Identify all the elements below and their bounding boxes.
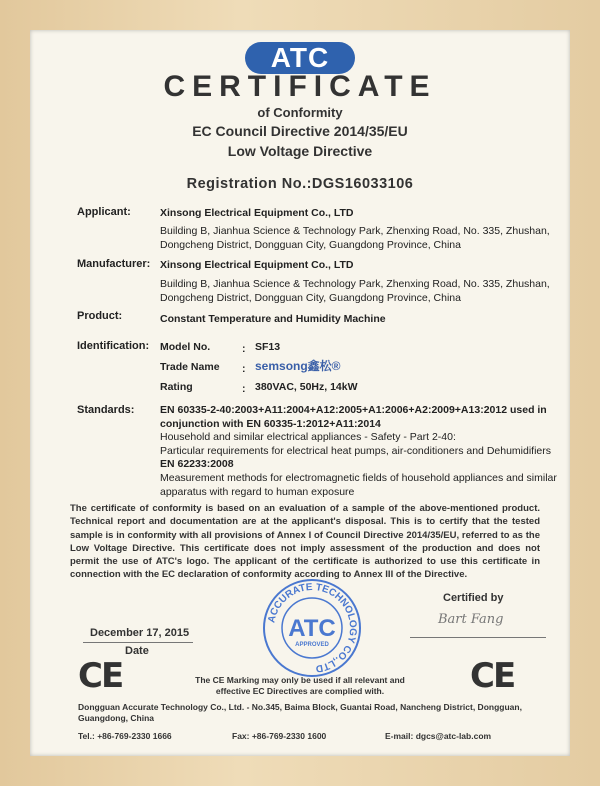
ce-note-1: The CE Marking may only be used if all relevant and	[195, 675, 405, 685]
stamp-ring-text: ACCURATE TECHNOLOGY CO.,LTD	[266, 581, 359, 674]
date-label: Date	[125, 645, 149, 657]
ce-mark-right: CE	[470, 656, 515, 696]
manufacturer-label: Manufacturer:	[77, 258, 151, 270]
certified-by-label: Certified by	[443, 592, 504, 604]
model-label: Model No.	[160, 341, 211, 353]
ce-mark-left: CE	[78, 656, 123, 696]
separator: :	[242, 343, 246, 355]
standard-line: EN 62233:2008	[160, 458, 234, 471]
atc-approval-stamp	[262, 578, 362, 678]
subtitle-directive: EC Council Directive 2014/35/EU	[192, 123, 408, 139]
issue-date: December 17, 2015	[90, 627, 190, 639]
identification-label: Identification:	[77, 340, 150, 352]
standards-label: Standards:	[77, 404, 135, 416]
trade-name-value: semsong鑫松®	[255, 359, 341, 373]
conformity-statement: The certificate of conformity is based on an evaluation of a sample of the above-mentioned product. Technical report and documentation are at the applicant's disposal. This is to certify that the tested sample is in conformity with all provisions of Annex I of Council Directive 2014/35/EU, referred to as the Low Voltage Directive. This certificate does not imply assessment of the production and does not permit the use of ATC's logo. The applicant of the certificate is authorized to use this certificate in connection with the EC declaration of conformity according to Annex III of the Directive.	[70, 503, 540, 581]
manufacturer-address-2: Dongcheng District, Dongguan City, Guangdong Province, China	[160, 292, 461, 304]
atc-logo: ATC	[245, 42, 355, 74]
standard-line: Measurement methods for electromagnetic fields of household appliances and similar	[160, 471, 557, 484]
stamp-approved-text: APPROVED	[295, 642, 329, 648]
stamp-center-text: ATC	[288, 615, 336, 642]
signature-line	[410, 637, 546, 638]
applicant-name: Xinsong Electrical Equipment Co., LTD	[160, 207, 354, 219]
model-value: SF13	[255, 341, 281, 353]
rating-value: 380VAC, 50Hz, 14kW	[255, 381, 358, 393]
applicant-address-1: Building B, Jianhua Science & Technology Park, Zhenxing Road, No. 335, Zhushan,	[160, 225, 550, 237]
date-line	[83, 642, 193, 643]
applicant-address-2: Dongcheng District, Dongguan City, Guangdong Province, China	[160, 239, 461, 251]
signature: Bart Fang	[438, 612, 504, 627]
standard-line: conjunction with EN 60335-1:2012+A11:2014	[160, 417, 381, 430]
footer-fax: Fax: +86-769-2330 1600	[232, 731, 327, 741]
standard-line: EN 60335-2-40:2003+A11:2004+A12:2005+A1:2006+A2:2009+A13:2012 used in	[160, 404, 547, 416]
separator: :	[242, 363, 246, 375]
subtitle-lvd: Low Voltage Directive	[227, 143, 373, 159]
rating-label: Rating	[160, 381, 193, 393]
manufacturer-address-1: Building B, Jianhua Science & Technology Park, Zhenxing Road, No. 335, Zhushan,	[160, 278, 550, 290]
footer-email: E-mail: dgcs@atc-lab.com	[385, 731, 492, 741]
registration-number: Registration No.:DGS16033106	[186, 176, 414, 192]
manufacturer-name: Xinsong Electrical Equipment Co., LTD	[160, 259, 354, 271]
footer-address-1: Dongguan Accurate Technology Co., Ltd. - No.345, Baima Block, Guantai Road, Nancheng District, Dongguan,	[78, 702, 522, 712]
footer-tel: Tel.: +86-769-2330 1666	[78, 731, 172, 741]
separator: :	[242, 383, 246, 395]
applicant-label: Applicant:	[77, 206, 131, 218]
ce-note-2: effective EC Directives are complied with.	[215, 686, 385, 696]
product-label: Product:	[77, 310, 123, 322]
trade-name-label: Trade Name	[160, 361, 220, 373]
subtitle-conformity: of Conformity	[257, 105, 343, 120]
footer-address-2: Guangdong, China	[78, 713, 155, 723]
standard-line: Household and similar electrical appliances - Safety - Part 2-40:	[160, 431, 456, 444]
product-value: Constant Temperature and Humidity Machine	[160, 313, 386, 325]
standards-list	[160, 404, 557, 499]
standard-line: apparatus with regard to human exposure	[160, 485, 355, 498]
certificate-title: CERTIFICATE	[163, 70, 437, 103]
standard-line: Particular requirements for electrical heat pumps, air-conditioners and Dehumidifiers	[160, 444, 552, 457]
